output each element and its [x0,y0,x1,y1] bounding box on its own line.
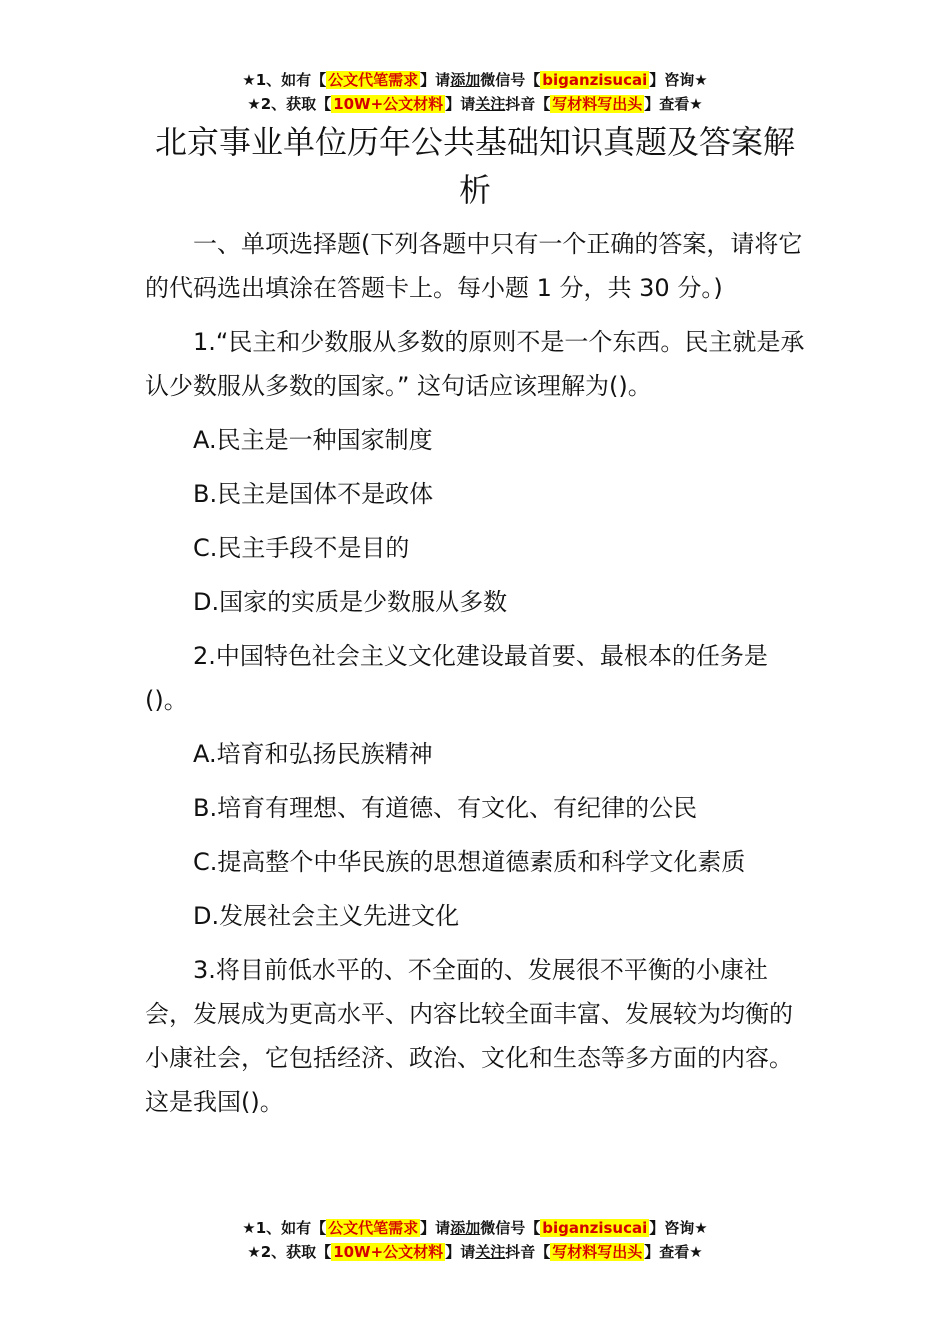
ad-text: ★1、如有【 [242,1219,327,1237]
question-1-stem: 1.“民主和少数服从多数的原则不是一个东西。民主就是承认少数服从多数的国家。” 这句话应该理解为()。 [145,328,805,400]
ad-highlight-wechat: biganzisucai [542,71,648,89]
ad-highlight-douyin: 写材料写出头 [552,1243,643,1261]
section-intro: 一、单项选择题(下列各题中只有一个正确的答案，请将它的代码选出填涂在答题卡上。每小题 1 分，共 30 分。) [145,230,803,302]
header-ad-banner [0,68,950,116]
ad-text: 微信号【 [480,71,541,89]
ad-highlight: 公文代笔需求 [328,1219,419,1237]
ad-highlight: 10W+公文材料 [333,95,444,113]
ad-text: 】查看★ [644,1243,703,1261]
ad-line-1 [0,1216,950,1240]
ad-text: 】咨询★ [649,71,708,89]
question-1-option-b: B.民主是国体不是政体 [193,480,434,508]
ad-text: 】请 [420,71,451,89]
question-2-option-c: C.提高整个中华民族的思想道德素质和科学文化素质 [193,848,746,876]
ad-emphasis: 关注 [475,95,506,113]
ad-highlight: 10W+公文材料 [333,1243,444,1261]
question-1-option-c: C.民主手段不是目的 [193,534,410,562]
document-title: 北京事业单位历年公共基础知识真题及答案解析 [154,123,795,209]
ad-text: 抖音【 [505,95,551,113]
ad-text: 】请 [445,95,476,113]
ad-text: ★2、获取【 [247,95,332,113]
ad-text: 】咨询★ [649,1219,708,1237]
ad-emphasis: 添加 [450,71,481,89]
ad-text: 】查看★ [644,95,703,113]
ad-text: 】请 [445,1243,476,1261]
question-1-option-a: A.民主是一种国家制度 [193,426,433,454]
question-2-option-a: A.培育和弘扬民族精神 [193,740,433,768]
question-1-option-d: D.国家的实质是少数服从多数 [193,588,508,616]
ad-line-2 [0,92,950,116]
question-2-stem: 2.中国特色社会主义文化建设最首要、最根本的任务是()。 [145,642,768,714]
ad-highlight-douyin: 写材料写出头 [552,95,643,113]
document-body [145,222,810,1134]
question-3-stem: 3.将目前低水平的、不全面的、发展很不平衡的小康社会，发展成为更高水平、内容比较全面丰富、发展较为均衡的小康社会，它包括经济、政治、文化和生态等多方面的内容。这是我国()。 [145,956,793,1116]
ad-text: 微信号【 [480,1219,541,1237]
ad-text: 】请 [420,1219,451,1237]
ad-highlight-wechat: biganzisucai [542,1219,648,1237]
ad-emphasis: 关注 [475,1243,506,1261]
ad-line-2 [0,1240,950,1264]
question-2-option-b: B.培育有理想、有道德、有文化、有纪律的公民 [193,794,698,822]
ad-text: ★1、如有【 [242,71,327,89]
ad-highlight: 公文代笔需求 [328,71,419,89]
footer-ad-banner [0,1216,950,1264]
ad-emphasis: 添加 [450,1219,481,1237]
ad-text: ★2、获取【 [247,1243,332,1261]
question-2-option-d: D.发展社会主义先进文化 [193,902,460,930]
ad-line-1 [0,68,950,92]
ad-text: 抖音【 [505,1243,551,1261]
